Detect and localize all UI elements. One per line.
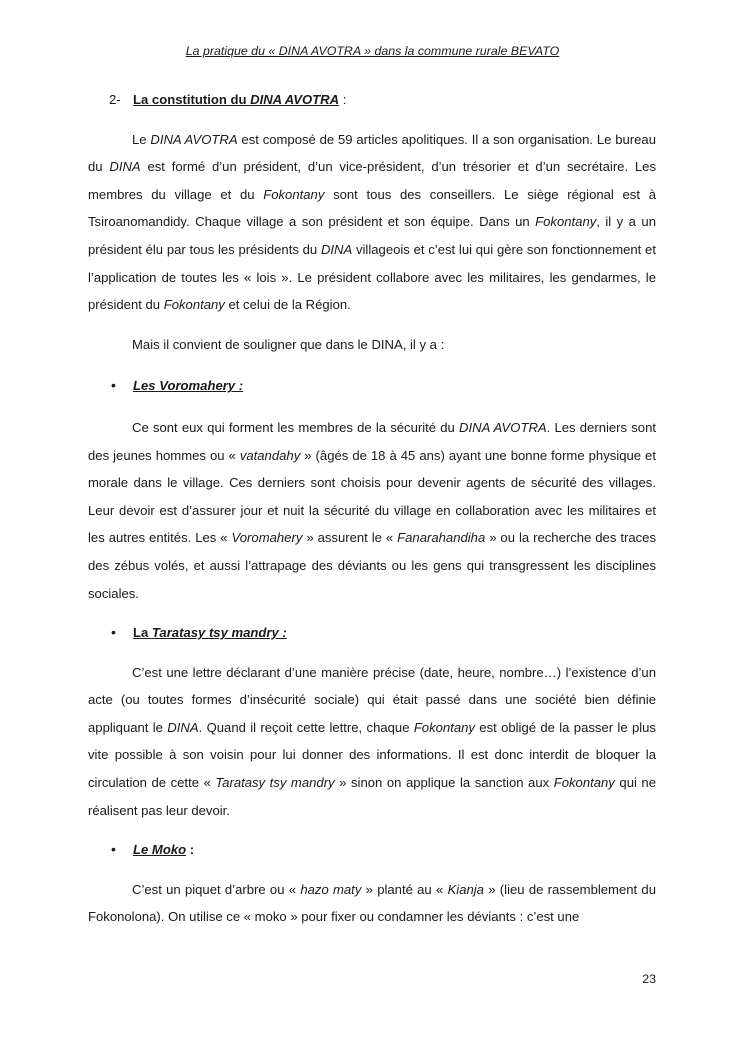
paragraph-moko: C’est un piquet d’arbre ou « hazo maty » planté au « Kianja » (lieu de rassemblement du Fokonolona). On utilise ce « moko » pour fixer ou condamner les déviants : c’est une	[88, 881, 656, 925]
bullet-dot-icon: •	[111, 624, 116, 641]
page-number: 23	[642, 972, 656, 986]
bullet-title: Les Voromahery :	[133, 378, 244, 394]
paragraph-intro-list: Mais il convient de souligner que dans le DINA, il y a :	[132, 336, 445, 352]
paragraph-organisation: Le DINA AVOTRA est composé de 59 articles apolitiques. Il a son organisation. Le bureau du DINA est formé d’un président, d’un vice-président, d’un trésorier et d’un secrétaire. Les membres du village et du Fokontany sont tous des conseillers. Le siège régional est à Tsiroanomandidy. Chaque village a son président et son équipe. Dans un Fokontany, il y a un président élu par tous les présidents du DINA villageois et c’est lui qui gère son fonctionnement et l’application de toutes les « lois ». Le président collabore avec les militaires, les gendarmes, le président du Fokontany et celui de la Région.	[88, 131, 657, 313]
paragraph-taratasy: C’est une lettre déclarant d’une manière précise (date, heure, nombre…) l’existence d’un acte (ou toutes formes d’insécurité sociale) qui était passé dans une société bien définie appliquant le DINA. Quand il reçoit cette lettre, chaque Fokontany est obligé de la passer le plus vite possible à son voisin pour lui donner des informations. Il est donc interdit de bloquer la circulation de cette « Taratasy tsy mandry » sinon on applique la sanction aux Fokontany qui ne réalisent pas leur devoir.	[88, 664, 656, 818]
bullet-title: La Taratasy tsy mandry :	[133, 625, 287, 641]
bullet-voromahery	[111, 372, 656, 400]
section-number: 2-	[109, 92, 121, 107]
bullet-moko	[111, 836, 656, 864]
paragraph-voromahery: Ce sont eux qui forment les membres de la sécurité du DINA AVOTRA. Les derniers sont des jeunes hommes ou « vatandahy » (âgés de 18 à 45 ans) ayant une bonne forme physique et morale dans le village. Ces derniers sont choisis pour devenir agents de sécurité des villages. Leur devoir est d’assurer jour et nuit la sécurité du village en collaboration avec les militaires et les autres entités. Les « Voromahery » assurent le « Fanarahandiha » ou la recherche des traces des zébus volés, et aussi l’attrapage des déviants ou les gens qui transgressent les disciplines sociales.	[88, 419, 657, 601]
bullet-dot-icon: •	[111, 377, 116, 394]
section-heading: 2- La constitution du DINA AVOTRA :	[109, 86, 656, 114]
bullet-title: Le Moko :	[133, 842, 195, 858]
section-title: La constitution du DINA AVOTRA	[133, 92, 340, 107]
running-header: La pratique du « DINA AVOTRA » dans la commune rurale BEVATO	[185, 44, 560, 58]
page-body	[88, 86, 656, 931]
bullet-taratasy	[111, 619, 656, 647]
bullet-dot-icon: •	[111, 841, 116, 858]
